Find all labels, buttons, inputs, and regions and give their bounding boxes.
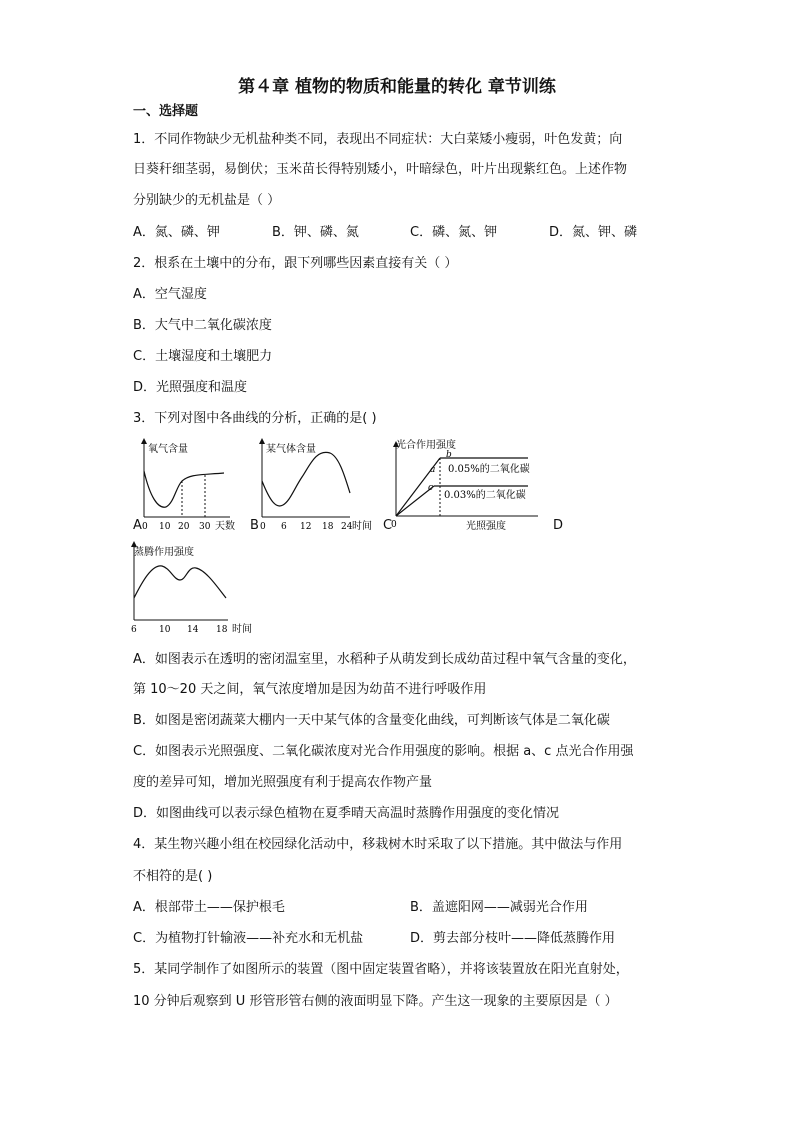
q2-stem: 2．根系在土壤中的分布，跟下列哪些因素直接有关（ ） xyxy=(133,256,458,271)
graph-c-xlabel: 光照强度 xyxy=(466,521,506,532)
q2-option-c: C．土壤湿度和土壤肥力 xyxy=(133,349,273,364)
q3-option-c-line-1: C．如图表示光照强度、二氧化碳浓度对光合作用强度的影响。根据 a、c 点光合作用强 xyxy=(133,744,634,759)
graph-a-tick: 0 xyxy=(142,522,148,532)
graph-d-ylabel: 蒸腾作用强度 xyxy=(134,547,194,558)
graph-a xyxy=(130,437,245,534)
q2-option-b: B．大气中二氧化碳浓度 xyxy=(133,318,272,333)
graph-d-tick: 18 xyxy=(216,625,228,635)
q3-option-a-line-1: A．如图表示在透明的密闭温室里，水稻种子从萌发到长成幼苗过程中氧气含量的变化， xyxy=(133,652,636,667)
graph-d-tick: 10 xyxy=(159,625,171,635)
graph-c-line2-label: 0.03%的二氧化碳 xyxy=(444,490,526,501)
q2-option-d: D．光照强度和温度 xyxy=(133,380,248,395)
graph-d-tick: 6 xyxy=(131,625,137,635)
graph-b-tick: 6 xyxy=(281,522,287,532)
graph-c-point-a: a xyxy=(430,465,436,475)
graph-b xyxy=(252,437,380,534)
graph-c-point-b: b xyxy=(446,450,452,460)
q4-option-a: A．根部带土——保护根毛 xyxy=(133,900,285,915)
graph-a-xlabel: 天数 xyxy=(215,521,235,532)
graph-b-tick: 12 xyxy=(300,522,312,532)
q3-option-a-line-2: 第 10～20 天之间，氧气浓度增加是因为幼苗不进行呼吸作用 xyxy=(133,682,487,697)
graph-letter-d: D xyxy=(553,518,564,533)
q1-option-a: A．氮、磷、钾 xyxy=(133,225,220,240)
graph-c-origin: 0 xyxy=(391,520,397,530)
q4-option-b: B．盖遮阳网——减弱光合作用 xyxy=(410,900,588,915)
graph-a-tick: 10 xyxy=(159,522,171,532)
q4-option-d: D．剪去部分枝叶——降低蒸腾作用 xyxy=(410,931,616,946)
graph-d-xlabel: 时间 xyxy=(232,624,252,635)
graph-d xyxy=(128,540,268,638)
q1-line-2: 日葵秆细茎弱，易倒伏；玉米苗长得特别矮小，叶暗绿色，叶片出现紫红色。上述作物 xyxy=(133,162,628,177)
graph-letter-a: A xyxy=(133,518,142,533)
graph-d-tick: 14 xyxy=(187,625,199,635)
graph-b-tick: 0 xyxy=(260,522,266,532)
graph-letter-b: B xyxy=(250,518,259,533)
q1-option-b: B．钾、磷、氮 xyxy=(272,225,359,240)
graph-b-xlabel: 时间 xyxy=(352,521,372,532)
q3-stem: 3．下列对图中各曲线的分析，正确的是( ) xyxy=(133,411,377,426)
section-heading: 一、选择题 xyxy=(133,104,199,119)
graph-a-tick: 30 xyxy=(199,522,211,532)
graph-c-ylabel: 光合作用强度 xyxy=(396,440,456,451)
graph-letter-c: C xyxy=(383,518,393,533)
graph-a-ylabel: 氧气含量 xyxy=(148,444,188,455)
q4-line-2: 不相符的是( ) xyxy=(133,869,213,884)
q1-line-3: 分别缺少的无机盐是（ ） xyxy=(133,193,281,208)
q4-option-c: C．为植物打针输液——补充水和无机盐 xyxy=(133,931,364,946)
q2-option-a: A．空气湿度 xyxy=(133,287,207,302)
q1-option-d: D．氮、钾、磷 xyxy=(549,225,638,240)
q3-option-b: B．如图是密闭蔬菜大棚内一天中某气体的含量变化曲线，可判断该气体是二氧化碳 xyxy=(133,713,610,728)
graph-b-tick: 24 xyxy=(341,522,353,532)
q4-line-1: 4．某生物兴趣小组在校园绿化活动中，移栽树木时采取了以下措施。其中做法与作用 xyxy=(133,837,623,852)
q1-option-c: C．磷、氮、钾 xyxy=(410,225,498,240)
q1-line-1: 1．不同作物缺少无机盐种类不同，表现出不同症状：大白菜矮小瘦弱，叶色发黄；向 xyxy=(133,132,623,147)
q5-line-1: 5．某同学制作了如图所示的装置（图中固定装置省略），并将该装置放在阳光直射处， xyxy=(133,962,629,977)
q5-line-2: 10 分钟后观察到 U 形管形管右侧的液面明显下降。产生这一现象的主要原因是（ ） xyxy=(133,994,618,1009)
graph-c-line1-label: 0.05%的二氧化碳 xyxy=(448,464,530,475)
graph-a-tick: 20 xyxy=(178,522,190,532)
graph-b-tick: 18 xyxy=(322,522,334,532)
graph-c-point-c: c xyxy=(428,483,434,493)
q3-option-d: D．如图曲线可以表示绿色植物在夏季晴天高温时蒸腾作用强度的变化情况 xyxy=(133,806,560,821)
graph-b-ylabel: 某气体含量 xyxy=(266,444,316,455)
graph-c xyxy=(388,434,548,534)
page-title: 第４章 植物的物质和能量的转化 章节训练 xyxy=(238,77,556,97)
q3-option-c-line-2: 度的差异可知，增加光照强度有利于提高农作物产量 xyxy=(133,775,433,790)
